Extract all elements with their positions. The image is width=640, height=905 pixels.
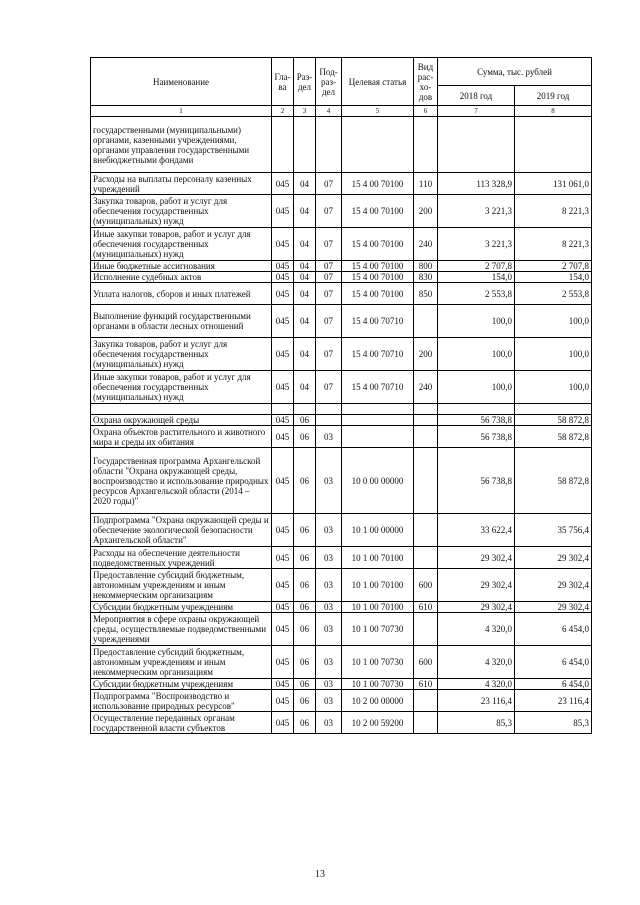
cell-podrazdel: 03 [316,646,342,679]
cell-sum-2018: 33 622,4 [438,514,515,547]
cell-podrazdel: 03 [316,712,342,734]
cell-glava [272,117,294,173]
cell-vid [414,547,438,569]
cell-vid: 240 [414,228,438,261]
cell-glava: 045 [272,283,294,305]
cell-glava: 045 [272,195,294,228]
cell-sum-2018: 100,0 [438,371,515,404]
cell-razdel [294,117,316,173]
cell-razdel: 06 [294,602,316,613]
table-row [91,371,592,404]
cell-sum-2019: 29 302,4 [515,602,592,613]
cell-sum-2019: 23 116,4 [515,690,592,712]
colnum: 2 [272,106,294,117]
cell-sum-2019: 58 872,8 [515,415,592,426]
cell-glava: 045 [272,415,294,426]
header-2018: 2018 год [438,86,515,106]
cell-name: Подпрограмма "Охрана окружающей среды и обеспечение экологической безопасности Архангельской области" [91,514,272,547]
cell-podrazdel: 07 [316,173,342,195]
cell-target: 15 4 00 70100 [342,283,414,305]
cell-name: Осуществление переданных органам государственной власти субъектов [91,712,272,734]
cell-sum-2018: 100,0 [438,338,515,371]
cell-razdel: 06 [294,514,316,547]
cell-name: государственными (муниципальными) органами, казенными учреждениями, органами управления государственными внебюджетными фондами [91,117,272,173]
cell-razdel: 04 [294,173,316,195]
cell-glava: 045 [272,426,294,448]
cell-glava: 045 [272,261,294,272]
cell-vid [414,415,438,426]
colnum: 1 [91,106,272,117]
cell-podrazdel: 03 [316,690,342,712]
cell-sum-2018: 2 707,8 [438,261,515,272]
cell-name: Иные закупки товаров, работ и услуг для обеспечения государственных (муниципальных) нужд [91,228,272,261]
cell-sum-2018: 23 116,4 [438,690,515,712]
cell-sum-2019: 29 302,4 [515,569,592,602]
cell-podrazdel: 07 [316,195,342,228]
cell-name: Выполнение функций государственными органами в области лесных отношений [91,305,272,338]
table-row [91,448,592,514]
table-row [91,602,592,613]
cell-sum-2018: 56 738,8 [438,448,515,514]
cell-podrazdel: 03 [316,602,342,613]
cell-glava: 045 [272,338,294,371]
cell-razdel [294,404,316,415]
cell-podrazdel: 03 [316,514,342,547]
cell-glava: 045 [272,547,294,569]
colnum: 4 [316,106,342,117]
cell-razdel: 04 [294,305,316,338]
cell-target: 10 1 00 70730 [342,679,414,690]
cell-vid [414,712,438,734]
colnum: 3 [294,106,316,117]
cell-razdel: 06 [294,569,316,602]
cell-target: 15 4 00 70710 [342,338,414,371]
cell-sum-2019: 154,0 [515,272,592,283]
cell-sum-2019 [515,404,592,415]
column-number-row [91,106,592,117]
cell-vid: 240 [414,371,438,404]
cell-razdel: 06 [294,679,316,690]
cell-vid: 200 [414,195,438,228]
table-body [91,117,592,734]
table-row [91,547,592,569]
cell-razdel: 06 [294,646,316,679]
cell-sum-2019: 29 302,4 [515,547,592,569]
cell-podrazdel: 07 [316,338,342,371]
table-row [91,690,592,712]
cell-name: Закупка товаров, работ и услуг для обеспечения государственных (муниципальных) нужд [91,195,272,228]
cell-sum-2018 [438,404,515,415]
cell-target [342,415,414,426]
table-row [91,613,592,646]
cell-sum-2018: 4 320,0 [438,646,515,679]
cell-razdel: 06 [294,426,316,448]
cell-glava: 045 [272,371,294,404]
cell-podrazdel: 07 [316,272,342,283]
cell-name: Подпрограмма "Воспроизводство и использование природных ресурсов" [91,690,272,712]
header-glava: Гла-ва [272,58,294,106]
cell-name: Охрана объектов растительного и животного мира и среды их обитания [91,426,272,448]
header-target: Целевая статья [342,58,414,106]
cell-podrazdel: 07 [316,283,342,305]
cell-razdel: 04 [294,272,316,283]
cell-razdel: 04 [294,228,316,261]
cell-target [342,404,414,415]
cell-vid: 600 [414,646,438,679]
cell-razdel: 06 [294,415,316,426]
cell-sum-2019: 2 553,8 [515,283,592,305]
cell-sum-2019: 58 872,8 [515,448,592,514]
cell-vid [414,404,438,415]
cell-glava: 045 [272,613,294,646]
cell-name: Уплата налогов, сборов и иных платежей [91,283,272,305]
cell-razdel: 06 [294,448,316,514]
cell-vid [414,690,438,712]
header-sum: Сумма, тыс. рублей [438,58,592,86]
cell-sum-2018: 29 302,4 [438,602,515,613]
header-podrazdel: Под-раз-дел [316,58,342,106]
cell-sum-2018: 56 738,8 [438,426,515,448]
cell-sum-2019: 100,0 [515,338,592,371]
cell-podrazdel: 03 [316,569,342,602]
cell-target: 15 4 00 70710 [342,305,414,338]
cell-target: 10 1 00 70100 [342,602,414,613]
cell-sum-2018: 4 320,0 [438,613,515,646]
cell-sum-2018: 154,0 [438,272,515,283]
cell-target [342,426,414,448]
cell-vid [414,448,438,514]
cell-sum-2019: 85,3 [515,712,592,734]
colnum: 7 [438,106,515,117]
table-row [91,261,592,272]
header-vid: Вид рас-хо-дов [414,58,438,106]
table-row [91,195,592,228]
page-number: 13 [315,869,325,880]
cell-podrazdel: 03 [316,448,342,514]
cell-name: Государственная программа Архангельской области "Охрана окружающей среды, воспроизводство и использование природных ресурсов Архангельской области (2014 – 2020 годы)" [91,448,272,514]
cell-name: Закупка товаров, работ и услуг для обеспечения государственных (муниципальных) нужд [91,338,272,371]
cell-name: Предоставление субсидий бюджетным, автономным учреждениям и иным некоммерческим организациям [91,569,272,602]
cell-podrazdel [316,415,342,426]
cell-name: Субсидии бюджетным учреждениям [91,602,272,613]
table-row [91,338,592,371]
table-row [91,514,592,547]
table-row [91,272,592,283]
cell-target: 10 1 00 70100 [342,569,414,602]
cell-sum-2019: 131 061,0 [515,173,592,195]
cell-target: 15 4 00 70100 [342,261,414,272]
cell-sum-2019 [515,117,592,173]
cell-sum-2018: 29 302,4 [438,547,515,569]
cell-vid [414,613,438,646]
cell-sum-2019: 2 707,8 [515,261,592,272]
cell-sum-2019: 6 454,0 [515,679,592,690]
cell-sum-2019: 8 221,3 [515,228,592,261]
cell-glava [272,404,294,415]
table-row [91,569,592,602]
cell-sum-2018: 100,0 [438,305,515,338]
cell-target: 10 1 00 70730 [342,646,414,679]
cell-vid: 830 [414,272,438,283]
cell-target [342,117,414,173]
cell-podrazdel [316,404,342,415]
header-2019: 2019 год [515,86,592,106]
cell-glava: 045 [272,173,294,195]
cell-vid: 610 [414,679,438,690]
cell-sum-2018: 2 553,8 [438,283,515,305]
cell-podrazdel [316,117,342,173]
cell-sum-2018 [438,117,515,173]
cell-vid [414,514,438,547]
cell-sum-2018: 3 221,3 [438,195,515,228]
cell-glava: 045 [272,712,294,734]
table-row [91,679,592,690]
cell-razdel: 04 [294,261,316,272]
cell-glava: 045 [272,690,294,712]
cell-name: Охрана окружающей среды [91,415,272,426]
cell-podrazdel: 07 [316,228,342,261]
cell-target: 10 2 00 59200 [342,712,414,734]
cell-name: Мероприятия в сфере охраны окружающей среды, осуществляемые подведомственными учреждениями [91,613,272,646]
table-row [91,173,592,195]
cell-sum-2019: 100,0 [515,305,592,338]
table-row [91,117,592,173]
cell-sum-2019: 100,0 [515,371,592,404]
cell-vid: 800 [414,261,438,272]
cell-sum-2018: 3 221,3 [438,228,515,261]
cell-glava: 045 [272,514,294,547]
cell-razdel: 04 [294,371,316,404]
cell-razdel: 04 [294,283,316,305]
cell-razdel: 06 [294,690,316,712]
cell-sum-2018: 56 738,8 [438,415,515,426]
table-header [91,58,592,117]
cell-sum-2018: 113 328,9 [438,173,515,195]
budget-table [90,57,592,734]
cell-podrazdel: 03 [316,426,342,448]
cell-podrazdel: 07 [316,305,342,338]
cell-razdel: 04 [294,195,316,228]
cell-vid [414,426,438,448]
cell-vid [414,305,438,338]
cell-target: 10 1 00 70100 [342,547,414,569]
cell-sum-2019: 6 454,0 [515,646,592,679]
colnum: 5 [342,106,414,117]
cell-sum-2018: 29 302,4 [438,569,515,602]
table-row [91,415,592,426]
cell-name: Предоставление субсидий бюджетным, автономным учреждениям и иным некоммерческим организациям [91,646,272,679]
cell-sum-2018: 4 320,0 [438,679,515,690]
cell-sum-2019: 8 221,3 [515,195,592,228]
table-row [91,646,592,679]
cell-vid [414,117,438,173]
cell-name: Иные бюджетные ассигнования [91,261,272,272]
cell-razdel: 04 [294,338,316,371]
cell-podrazdel: 03 [316,547,342,569]
cell-sum-2019: 6 454,0 [515,613,592,646]
cell-target: 10 1 00 00000 [342,514,414,547]
cell-glava: 045 [272,679,294,690]
cell-glava: 045 [272,228,294,261]
cell-target: 15 4 00 70100 [342,195,414,228]
cell-podrazdel: 03 [316,679,342,690]
cell-glava: 045 [272,569,294,602]
cell-vid: 200 [414,338,438,371]
cell-razdel: 06 [294,547,316,569]
cell-vid: 850 [414,283,438,305]
header-name: Наименование [91,58,272,106]
cell-name: Субсидии бюджетным учреждениям [91,679,272,690]
table-row [91,404,592,415]
cell-glava: 045 [272,448,294,514]
header-razdel: Раз-дел [294,58,316,106]
cell-target: 15 4 00 70100 [342,272,414,283]
cell-glava: 045 [272,602,294,613]
cell-target: 15 4 00 70100 [342,173,414,195]
table-row [91,305,592,338]
table-row [91,712,592,734]
cell-sum-2018: 85,3 [438,712,515,734]
cell-target: 15 4 00 70710 [342,371,414,404]
colnum: 6 [414,106,438,117]
cell-glava: 045 [272,272,294,283]
cell-podrazdel: 07 [316,371,342,404]
cell-razdel: 06 [294,712,316,734]
cell-name: Иные закупки товаров, работ и услуг для обеспечения государственных (муниципальных) нужд [91,371,272,404]
cell-name: Исполнение судебных актов [91,272,272,283]
cell-podrazdel: 03 [316,613,342,646]
cell-vid: 110 [414,173,438,195]
cell-vid: 600 [414,569,438,602]
table-row [91,426,592,448]
colnum: 8 [515,106,592,117]
cell-podrazdel: 07 [316,261,342,272]
cell-sum-2019: 35 756,4 [515,514,592,547]
cell-target: 10 0 00 00000 [342,448,414,514]
cell-vid: 610 [414,602,438,613]
table-row [91,283,592,305]
cell-target: 15 4 00 70100 [342,228,414,261]
cell-name: Расходы на обеспечение деятельности подведомственных учреждений [91,547,272,569]
cell-sum-2019: 58 872,8 [515,426,592,448]
cell-glava: 045 [272,646,294,679]
table-row [91,228,592,261]
cell-glava: 045 [272,305,294,338]
cell-name [91,404,272,415]
cell-razdel: 06 [294,613,316,646]
cell-target: 10 1 00 70730 [342,613,414,646]
cell-target: 10 2 00 00000 [342,690,414,712]
cell-name: Расходы на выплаты персоналу казенных учреждений [91,173,272,195]
